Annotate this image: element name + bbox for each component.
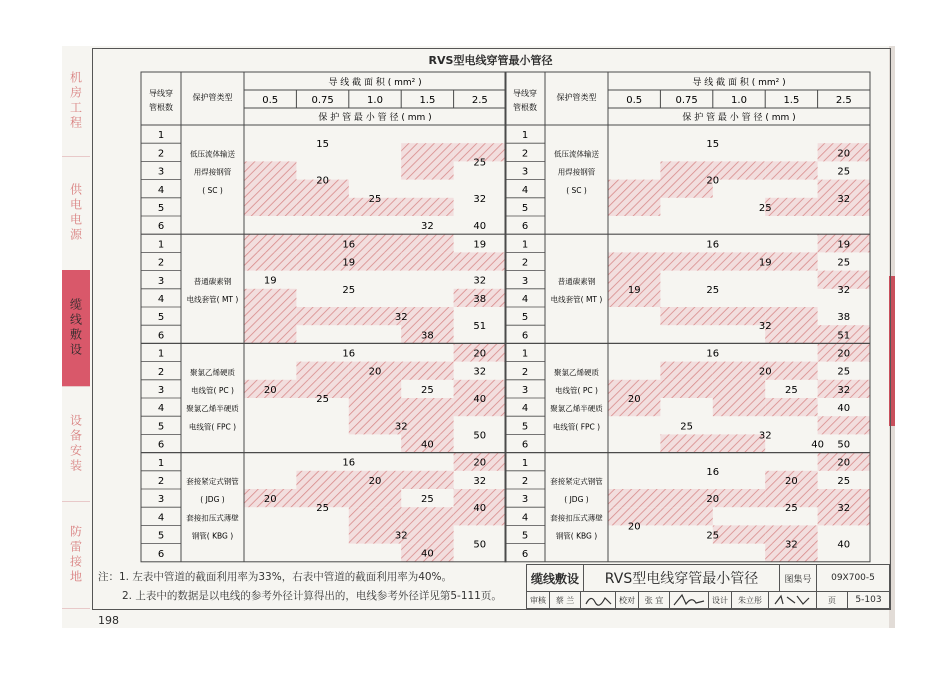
right-hatch-3-3 <box>713 489 765 507</box>
left-row-num-6: 1 <box>157 239 165 251</box>
right-value-2-7: 20 <box>837 348 851 360</box>
left-row-num-0: 1 <box>157 130 165 142</box>
left-hatch-3-2 <box>401 471 453 489</box>
left-row-num-4: 5 <box>157 203 165 214</box>
right-hatch-2-5 <box>713 380 765 398</box>
left-size-0: 0.5 <box>262 95 279 106</box>
right-value-1-3: 25 <box>706 284 720 296</box>
right-type-3-1: ( JDG ) <box>564 495 589 505</box>
left-row-num-15: 4 <box>157 403 165 415</box>
right-value-1-6: 25 <box>837 257 851 269</box>
left-type-0-2: ( SC ) <box>202 185 223 195</box>
left-hatch-1-12 <box>454 252 506 270</box>
left-value-0-4: 25 <box>473 157 487 169</box>
right-value-1-5: 19 <box>837 239 851 251</box>
right-row-num-20: 3 <box>521 494 529 506</box>
right-value-3-6: 32 <box>785 539 798 551</box>
left-row-num-21: 4 <box>157 512 165 524</box>
left-hatch-1-5 <box>296 252 348 270</box>
right-value-0-0: 15 <box>706 139 720 151</box>
left-value-1-2: 19 <box>263 275 277 287</box>
right-row-num-17: 6 <box>521 439 529 451</box>
right-row-num-21: 4 <box>521 512 529 524</box>
left-type-3-3: 钢管( KBG ) <box>191 531 234 541</box>
right-hatch-3-7 <box>713 525 765 543</box>
right-value-3-5: 25 <box>706 530 720 542</box>
right-hatch-3-1 <box>608 489 660 507</box>
left-type-1-1: 电线套管( MT ) <box>186 295 239 304</box>
right-value-2-6: 40 <box>811 439 824 451</box>
left-value-2-0: 16 <box>342 348 356 360</box>
right-header-count: 导线穿 <box>513 89 537 98</box>
left-row-num-12: 1 <box>157 348 165 360</box>
drawing-title: RVS型电线穿管最小管径 <box>584 565 780 592</box>
right-hatch-1-0 <box>608 252 660 270</box>
left-value-2-3: 25 <box>316 394 329 405</box>
right-row-num-23: 6 <box>521 548 529 560</box>
right-hatch-0-0 <box>608 180 660 216</box>
right-hatch-2-8 <box>660 434 712 452</box>
left-type-2-1: 电线管( PC ) <box>191 386 234 395</box>
right-row-num-22: 5 <box>521 530 529 542</box>
right-hatch-2-9 <box>713 434 765 452</box>
right-type-2-1: 电线管( PC ) <box>555 386 598 395</box>
right-hatch-2-1 <box>713 362 765 380</box>
right-hatch-2-12 <box>818 416 870 434</box>
left-hatch-1-8 <box>244 289 296 344</box>
right-row-num-12: 1 <box>521 348 529 360</box>
right-hatch-1-1 <box>660 252 712 270</box>
right-value-2-4: 25 <box>680 421 693 433</box>
right-value-1-0: 16 <box>706 239 720 251</box>
left-value-3-4: 25 <box>421 494 434 506</box>
left-value-1-4: 32 <box>394 312 408 324</box>
left-value-2-4: 25 <box>421 384 434 396</box>
right-value-3-0: 16 <box>706 466 720 478</box>
left-value-2-9: 40 <box>473 394 487 405</box>
right-value-2-11: 50 <box>837 439 851 451</box>
category-cell: 缆线敷设 <box>527 565 584 592</box>
left-row-num-1: 2 <box>157 148 165 160</box>
right-row-num-1: 2 <box>521 148 529 160</box>
right-value-2-9: 32 <box>837 384 851 396</box>
right-hatch-2-2 <box>765 362 817 380</box>
left-hatch-2-2 <box>401 362 453 380</box>
left-value-3-6: 40 <box>421 548 434 560</box>
right-type-1-0: 普通碳素钢 <box>557 276 596 286</box>
left-hatch-1-6 <box>349 252 401 270</box>
left-type-3-1: ( JDG ) <box>200 495 225 505</box>
right-hatch-2-4 <box>660 380 712 398</box>
left-header-count-2: 管根数 <box>149 103 173 112</box>
left-type-0-0: 低压流体输送 <box>190 149 235 159</box>
left-row-num-8: 3 <box>157 275 165 287</box>
page-code: 5-103 <box>855 595 882 605</box>
left-header-section: 导 线 截 面 积 ( mm² ) <box>328 78 422 88</box>
left-row-num-23: 6 <box>157 548 165 560</box>
page-label: 页 <box>817 592 848 608</box>
review-label: 审核 <box>527 592 550 608</box>
left-size-2: 1.0 <box>367 95 383 106</box>
left-value-1-8: 38 <box>473 293 487 305</box>
right-hatch-1-2 <box>713 252 765 270</box>
left-type-2-2: 聚氯乙烯半硬质 <box>186 404 239 414</box>
left-value-1-0: 16 <box>342 239 356 251</box>
right-type-0-1: 用焊接钢管 <box>557 167 596 177</box>
sidebar-tab-4[interactable]: 设备安装 <box>62 386 90 502</box>
left-value-0-1: 20 <box>316 175 329 187</box>
right-value-3-9: 32 <box>837 503 851 515</box>
sidebar-tab-3[interactable]: 缆线敷设 <box>62 270 90 387</box>
left-value-2-8: 32 <box>473 366 487 378</box>
left-hatch-0-5 <box>401 143 453 179</box>
left-hatch-1-4 <box>244 252 296 270</box>
right-row-num-15: 4 <box>521 403 529 415</box>
left-row-num-20: 3 <box>157 494 165 506</box>
reviewer-signature <box>581 592 616 608</box>
left-row-num-14: 3 <box>157 385 165 396</box>
right-value-1-8: 38 <box>837 312 851 324</box>
left-value-3-8: 32 <box>473 475 487 487</box>
designer-signature <box>769 592 817 608</box>
right-size-4: 2.5 <box>835 95 852 106</box>
left-size-3: 1.5 <box>419 95 436 106</box>
right-value-0-4: 25 <box>837 166 851 178</box>
right-type-2-3: 电线管( FPC ) <box>552 422 601 432</box>
left-value-3-5: 32 <box>394 530 408 542</box>
right-row-num-14: 3 <box>521 385 529 396</box>
right-value-2-1: 20 <box>758 366 772 378</box>
left-type-3-2: 套接扣压式薄壁 <box>186 513 239 523</box>
left-value-3-10: 50 <box>473 539 487 551</box>
check-label: 校对 <box>616 592 639 608</box>
left-value-3-1: 20 <box>368 475 382 487</box>
right-hatch-2-0 <box>660 362 712 380</box>
right-row-num-19: 2 <box>521 476 529 487</box>
right-hatch-0-4 <box>765 198 817 216</box>
left-row-num-10: 5 <box>157 312 165 324</box>
right-value-1-2: 19 <box>627 284 641 296</box>
left-type-2-3: 电线管( FPC ) <box>188 422 237 432</box>
left-value-1-7: 32 <box>473 275 487 287</box>
sidebar-tab-2[interactable]: 供电电源 <box>62 156 90 271</box>
right-row-num-6: 1 <box>521 239 529 251</box>
left-row-num-13: 2 <box>157 366 165 378</box>
left-size-1: 0.75 <box>311 95 334 106</box>
left-hatch-2-0 <box>296 362 348 380</box>
left-row-num-3: 4 <box>157 184 165 196</box>
right-row-num-8: 3 <box>521 275 529 287</box>
left-hatch-2-5 <box>349 380 401 398</box>
right-value-3-8: 25 <box>837 475 851 487</box>
right-hatch-1-6 <box>713 307 765 325</box>
left-value-0-2: 25 <box>368 193 382 205</box>
right-value-3-10: 40 <box>837 539 851 551</box>
right-value-1-1: 19 <box>758 257 772 269</box>
left-type-2-0: 聚氯乙烯硬质 <box>190 367 235 377</box>
right-header-section: 导 线 截 面 积 ( mm² ) <box>692 78 786 88</box>
right-value-3-3: 25 <box>785 503 798 515</box>
right-value-1-7: 32 <box>837 284 851 296</box>
left-value-3-3: 25 <box>316 503 329 515</box>
left-value-2-10: 50 <box>473 430 487 442</box>
right-row-num-2: 3 <box>521 166 529 178</box>
right-header-diameter: 保 护 管 最 小 管 径 ( mm ) <box>682 113 796 123</box>
left-type-1-0: 普通碳素钢 <box>193 276 232 286</box>
left-row-num-5: 6 <box>157 221 165 233</box>
checker-signature <box>670 592 709 608</box>
left-hatch-2-7 <box>401 398 453 434</box>
right-value-2-8: 25 <box>837 366 851 378</box>
right-row-num-10: 5 <box>521 312 529 324</box>
left-hatch-3-5 <box>349 489 401 507</box>
left-header-type: 保护管类型 <box>192 93 233 102</box>
right-type-0-0: 低压流体输送 <box>554 149 599 159</box>
right-header-count-2: 管根数 <box>513 103 537 112</box>
reviewer-name: 蔡 兰 <box>550 592 581 608</box>
left-hatch-1-9 <box>296 307 348 325</box>
right-row-num-11: 6 <box>521 330 529 342</box>
right-value-2-0: 16 <box>706 348 720 360</box>
left-row-num-11: 6 <box>157 330 165 342</box>
right-hatch-2-6 <box>713 398 765 416</box>
left-hatch-0-1 <box>244 180 296 216</box>
left-hatch-3-0 <box>296 471 348 489</box>
right-value-3-1: 20 <box>785 475 798 487</box>
right-size-0: 0.5 <box>626 95 643 106</box>
right-type-0-2: ( SC ) <box>566 185 587 195</box>
right-row-num-9: 4 <box>521 294 529 305</box>
right-size-2: 1.0 <box>731 95 747 106</box>
right-row-num-4: 5 <box>521 203 529 214</box>
right-value-2-2: 25 <box>785 384 798 396</box>
left-row-num-19: 2 <box>157 476 165 487</box>
right-value-0-3: 20 <box>837 148 851 160</box>
right-row-num-3: 4 <box>521 184 529 196</box>
right-hatch-0-2 <box>713 161 765 179</box>
note-1: 注：1. 左表中管道的截面利用率为33%，右表中管道的截面利用率为40%。 <box>98 571 453 583</box>
left-value-3-0: 16 <box>342 457 356 469</box>
left-value-3-2: 20 <box>263 494 277 506</box>
left-row-num-9: 4 <box>157 294 165 305</box>
left-size-4: 2.5 <box>471 95 488 106</box>
left-value-2-2: 20 <box>263 384 277 396</box>
design-label: 设计 <box>709 592 732 608</box>
right-hatch-0-3 <box>765 161 817 179</box>
right-header-type: 保护管类型 <box>556 93 597 102</box>
right-value-0-1: 20 <box>706 175 720 187</box>
right-row-num-0: 1 <box>521 130 529 142</box>
right-value-3-2: 20 <box>706 494 720 506</box>
left-row-num-17: 6 <box>157 439 165 451</box>
left-type-3-0: 套接紧定式钢管 <box>186 477 239 486</box>
right-value-0-2: 25 <box>758 202 772 214</box>
right-row-num-5: 6 <box>521 221 529 233</box>
left-row-num-16: 5 <box>157 421 165 433</box>
left-hatch-1-10 <box>349 307 401 325</box>
left-hatch-1-2 <box>349 234 401 252</box>
left-value-3-9: 40 <box>473 503 487 515</box>
sidebar-tab-5[interactable]: 防雷接地 <box>62 501 90 609</box>
left-hatch-3-6 <box>349 507 401 543</box>
sidebar-tab-1[interactable]: 机房工程 <box>62 46 90 157</box>
right-value-1-9: 51 <box>837 330 851 342</box>
page-number: 198 <box>98 614 119 627</box>
left-value-0-0: 15 <box>316 139 329 151</box>
right-type-3-2: 套接扣压式薄壁 <box>550 513 603 523</box>
right-value-2-3: 20 <box>627 394 641 405</box>
left-value-1-6: 19 <box>473 239 487 251</box>
right-value-2-10: 40 <box>837 403 851 415</box>
left-value-2-5: 32 <box>394 421 408 433</box>
left-value-1-5: 38 <box>421 330 434 342</box>
left-value-2-1: 20 <box>368 366 382 378</box>
left-value-2-6: 40 <box>421 439 434 451</box>
left-value-1-9: 51 <box>473 321 487 333</box>
left-hatch-1-0 <box>244 234 296 252</box>
title-block <box>526 564 890 609</box>
right-hatch-3-6 <box>660 507 712 525</box>
left-hatch-1-3 <box>401 234 453 252</box>
right-type-2-0: 聚氯乙烯硬质 <box>554 367 599 377</box>
right-hatch-1-3 <box>765 252 817 270</box>
note-2: 2. 上表中的数据是以电线的参考外径计算得出的，电线参考外径详见第5-111页。 <box>122 590 502 602</box>
left-row-num-18: 1 <box>157 457 165 469</box>
left-value-2-7: 20 <box>473 348 487 360</box>
right-type-3-0: 套接紧定式钢管 <box>550 477 603 486</box>
left-value-0-6: 40 <box>473 221 487 233</box>
right-row-num-7: 2 <box>521 257 529 269</box>
left-header-count: 导线穿 <box>149 89 173 98</box>
left-value-0-5: 32 <box>473 193 487 205</box>
right-size-3: 1.5 <box>783 95 800 106</box>
left-value-1-3: 25 <box>342 284 356 296</box>
left-hatch-2-6 <box>349 398 401 434</box>
atlas-number: 09X700-5 <box>817 565 889 592</box>
right-type-3-3: 钢管( KBG ) <box>555 531 598 541</box>
right-hatch-1-7 <box>765 307 817 343</box>
right-value-2-5: 32 <box>758 430 772 442</box>
right-hatch-3-2 <box>660 489 712 507</box>
left-value-1-1: 19 <box>342 257 356 269</box>
right-hatch-2-7 <box>765 398 817 416</box>
left-row-num-22: 5 <box>157 530 165 542</box>
designer-name: 朱立彤 <box>732 592 769 608</box>
left-header-diameter: 保 护 管 最 小 管 径 ( mm ) <box>318 113 432 123</box>
left-hatch-1-1 <box>296 234 348 252</box>
atlas-label: 图集号 <box>780 565 817 592</box>
right-hatch-1-5 <box>660 307 712 325</box>
left-type-0-1: 用焊接钢管 <box>193 167 232 177</box>
right-type-1-1: 电线套管( MT ) <box>550 295 603 304</box>
right-value-3-7: 20 <box>837 457 851 469</box>
left-value-0-3: 32 <box>421 221 434 233</box>
right-row-num-13: 2 <box>521 366 529 378</box>
checker-name: 张 宜 <box>639 592 670 608</box>
right-type-2-2: 聚氯乙烯半硬质 <box>550 404 603 414</box>
left-value-3-7: 20 <box>473 457 487 469</box>
right-hatch-0-1 <box>660 161 712 197</box>
right-value-0-5: 32 <box>837 193 851 205</box>
left-hatch-1-7 <box>401 252 453 270</box>
left-hatch-0-4 <box>401 198 453 216</box>
right-size-1: 0.75 <box>675 95 698 106</box>
left-row-num-2: 3 <box>157 166 165 178</box>
right-row-num-18: 1 <box>521 457 529 469</box>
right-value-1-4: 32 <box>758 321 772 333</box>
left-hatch-3-7 <box>401 507 453 543</box>
table-title: RVS型电线穿管最小管径 <box>428 54 553 67</box>
right-row-num-16: 5 <box>521 421 529 433</box>
right-value-3-4: 20 <box>627 521 641 533</box>
left-row-num-7: 2 <box>157 257 165 269</box>
